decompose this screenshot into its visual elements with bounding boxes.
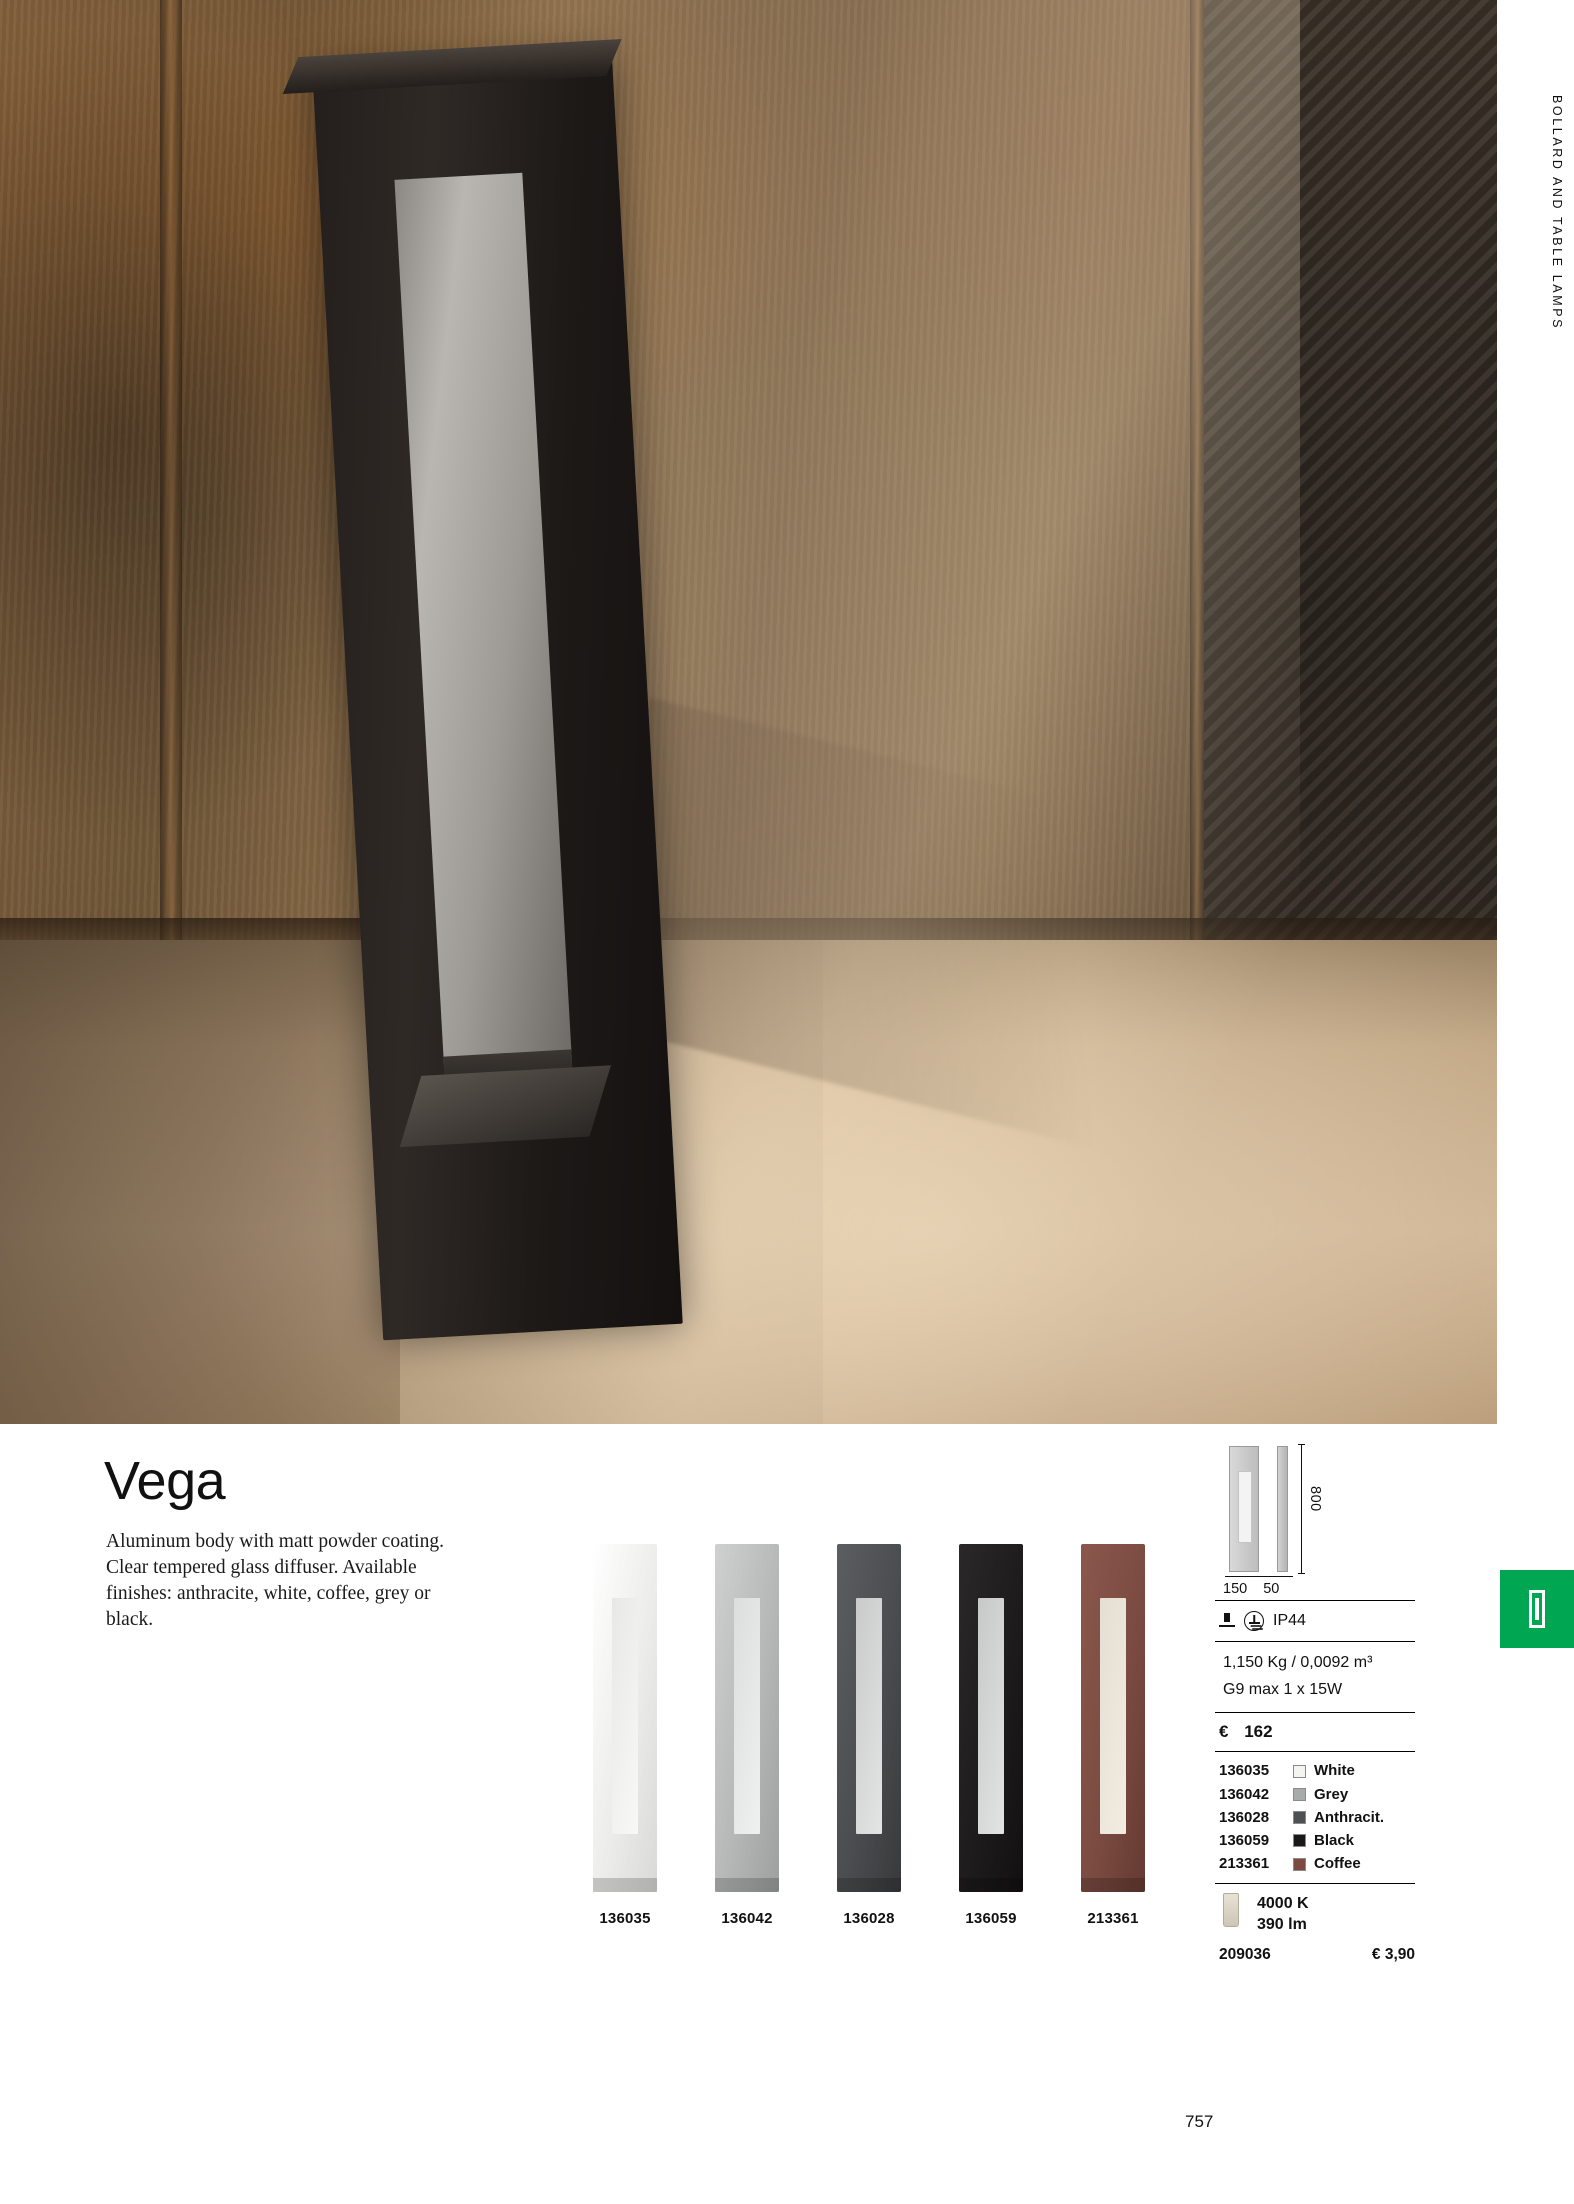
photo-wall-seam-right — [1190, 0, 1204, 968]
bollard-lamp-icon — [1529, 1590, 1545, 1628]
finish-name: Grey — [1314, 1785, 1349, 1803]
list-item[interactable] — [1219, 1759, 1415, 1782]
spec-panel — [1215, 1440, 1415, 1964]
variant-body — [1081, 1544, 1145, 1892]
finish-swatch — [1293, 1858, 1306, 1871]
variant-base — [593, 1878, 657, 1892]
light-source-price-value: 3,90 — [1384, 1945, 1415, 1963]
light-source-row — [1215, 1883, 1415, 1942]
light-source-values — [1257, 1893, 1309, 1936]
chapter-label: BOLLARD AND TABLE LAMPS — [1550, 95, 1564, 331]
height-dimension-line — [1301, 1444, 1302, 1574]
page-title: Vega — [104, 1451, 226, 1511]
photo-metal-panel — [1204, 0, 1497, 1025]
variant-code: 136042 — [721, 1910, 773, 1927]
variant-base — [837, 1878, 901, 1892]
list-item[interactable] — [1219, 1852, 1415, 1875]
width-dimension-line — [1225, 1576, 1293, 1577]
luminous-flux: 390 lm — [1257, 1916, 1307, 1934]
lamp-base-plate — [400, 1065, 611, 1147]
variant-item[interactable] — [1068, 1544, 1158, 1927]
side-view-figure — [1277, 1446, 1288, 1572]
lamp-symbol-icon — [1219, 1613, 1235, 1629]
light-source-price-row[interactable] — [1215, 1942, 1415, 1964]
list-item[interactable] — [1219, 1783, 1415, 1806]
variant-item[interactable] — [702, 1544, 792, 1927]
variant-body — [959, 1544, 1023, 1892]
finish-name: White — [1314, 1762, 1355, 1780]
variant-body — [593, 1544, 657, 1892]
finish-code: 136059 — [1219, 1832, 1270, 1850]
depth-label: 50 — [1263, 1581, 1280, 1597]
lamp-spec-label: G9 max 1 x 15W — [1223, 1681, 1343, 1699]
variant-diffuser — [612, 1598, 638, 1834]
finish-swatch — [1293, 1834, 1306, 1847]
variant-code: 136028 — [843, 1910, 895, 1927]
width-label: 150 — [1223, 1581, 1248, 1597]
color-temperature: 4000 K — [1257, 1894, 1309, 1912]
finish-name: Coffee — [1314, 1855, 1361, 1873]
variant-base — [715, 1878, 779, 1892]
price-currency: € — [1219, 1722, 1229, 1742]
variant-body — [837, 1544, 901, 1892]
variant-diffuser — [734, 1598, 760, 1834]
variant-base — [1081, 1878, 1145, 1892]
weight-volume-label: 1,150 Kg / 0,0092 m³ — [1223, 1654, 1373, 1671]
variant-diffuser — [1100, 1598, 1126, 1834]
bulb-icon — [1223, 1893, 1239, 1927]
variant-code: 136059 — [965, 1910, 1017, 1927]
variant-item[interactable] — [580, 1544, 670, 1927]
variant-code: 213361 — [1087, 1910, 1139, 1927]
page-number: 757 — [1185, 2112, 1214, 2131]
light-source-price — [1372, 1946, 1415, 1964]
finish-code: 136042 — [1219, 1785, 1270, 1803]
weight-and-lamp-block — [1215, 1641, 1415, 1712]
height-dimension-label: 800 — [1307, 1486, 1323, 1512]
finish-code-list — [1215, 1751, 1415, 1882]
variant-item[interactable] — [824, 1544, 914, 1927]
finish-name: Anthracit. — [1314, 1808, 1385, 1826]
finish-swatch — [1293, 1765, 1306, 1778]
variant-diffuser — [978, 1598, 1004, 1834]
ip-rating-label: IP44 — [1273, 1612, 1306, 1629]
price-row — [1215, 1712, 1415, 1751]
list-item[interactable] — [1219, 1806, 1415, 1829]
ip-rating-row — [1215, 1600, 1415, 1641]
finish-name: Black — [1314, 1832, 1355, 1850]
finish-code: 136028 — [1219, 1808, 1270, 1826]
dimension-drawing — [1215, 1440, 1415, 1600]
photo-wall-seam-left — [160, 0, 182, 968]
finish-code: 136035 — [1219, 1762, 1270, 1780]
class-1-earth-icon — [1244, 1611, 1264, 1631]
variant-base — [959, 1878, 1023, 1892]
variant-code: 136035 — [599, 1910, 651, 1927]
width-dimension-labels — [1223, 1581, 1333, 1597]
chapter-tab — [1500, 1570, 1574, 1648]
finish-code: 213361 — [1219, 1855, 1270, 1873]
front-view-figure — [1229, 1446, 1259, 1572]
product-description: Aluminum body with matt powder coating. Clear tempered glass diffuser. Available finishes: anthracite, white, coffee, grey or black. — [106, 1531, 444, 1630]
variant-item[interactable] — [946, 1544, 1036, 1927]
finish-swatch — [1293, 1811, 1306, 1824]
light-source-price-currency: € — [1371, 1945, 1381, 1963]
variant-body — [715, 1544, 779, 1892]
front-view-diffuser — [1238, 1471, 1252, 1543]
light-source-code: 209036 — [1219, 1945, 1271, 1963]
finish-swatch — [1293, 1788, 1306, 1801]
price-value: 162 — [1244, 1722, 1273, 1742]
variant-swatch-row — [580, 1544, 1158, 1927]
list-item[interactable] — [1219, 1829, 1415, 1852]
variant-diffuser — [856, 1598, 882, 1834]
